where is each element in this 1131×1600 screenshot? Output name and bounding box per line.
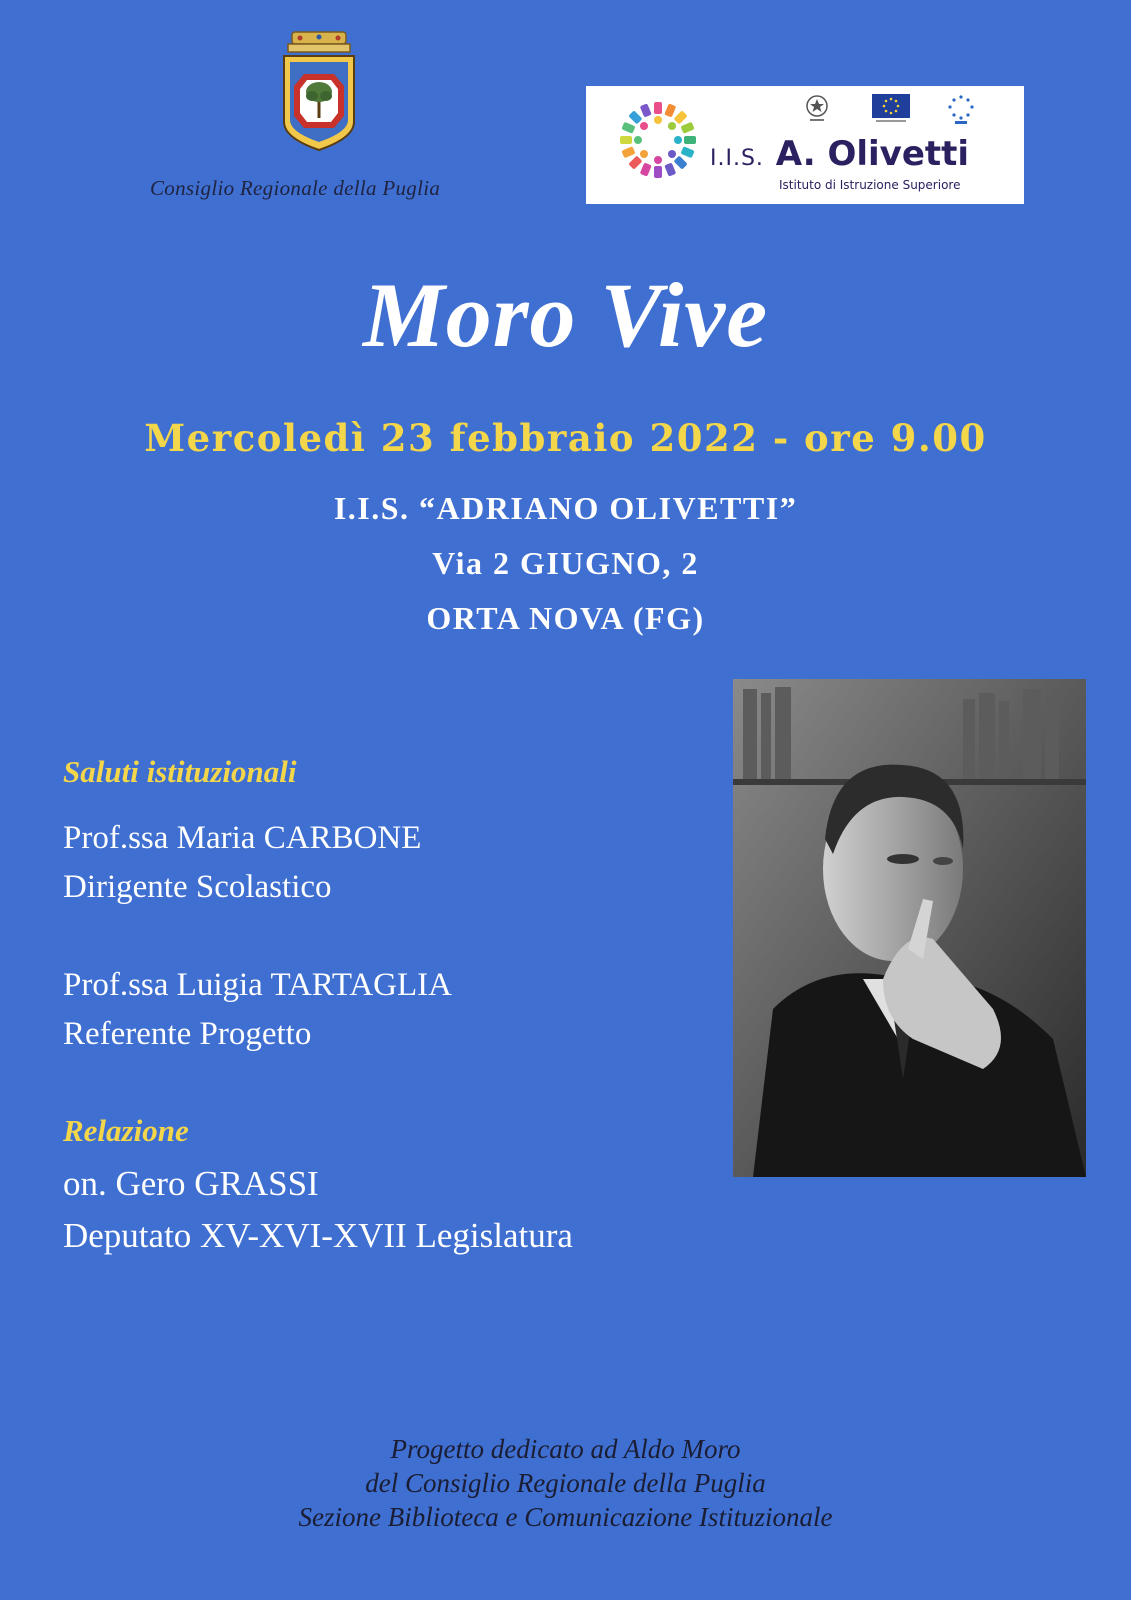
aldo-moro-portrait: [733, 679, 1086, 1177]
olivetti-burst-icon: [616, 98, 700, 182]
speaker2-role: Referente Progetto: [63, 1016, 312, 1052]
speaker2-name: Prof.ssa Luigia TARTAGLIA: [63, 967, 452, 1003]
venue-school: I.I.S. “ADRIANO OLIVETTI”: [333, 490, 798, 526]
school-logo-main: A. Olivetti: [775, 134, 970, 174]
venue-street: Via 2 GIUGNO, 2: [432, 545, 699, 581]
footer-line2: del Consiglio Regionale della Puglia: [365, 1468, 766, 1498]
speaker1-name: Prof.ssa Maria CARBONE: [63, 820, 422, 856]
school-logo: [586, 86, 1024, 204]
ecdl-emblem-icon: [946, 94, 976, 131]
italian-republic-emblem-icon: [804, 94, 830, 131]
footer-credits: [0, 1432, 1131, 1534]
greetings-heading: Saluti istituzionali: [63, 754, 297, 789]
school-logo-name: [710, 134, 969, 174]
regione-puglia-crest-icon: [278, 26, 360, 154]
council-name: Consiglio Regionale della Puglia: [150, 176, 441, 200]
footer-line1: Progetto dedicato ad Aldo Moro: [390, 1434, 741, 1464]
footer-line3: Sezione Biblioteca e Comunicazione Istituzionale: [298, 1502, 833, 1532]
speaker3-role: Deputato XV-XVI-XVII Legislatura: [63, 1216, 573, 1255]
school-logo-prefix: I.I.S.: [710, 146, 764, 171]
school-logo-subtitle: Istituto di Istruzione Superiore: [779, 178, 961, 192]
venue-city: ORTA NOVA (FG): [426, 600, 705, 636]
speaker3-name: on. Gero GRASSI: [63, 1164, 319, 1203]
event-date: Mercoledì 23 febbraio 2022 - ore 9.00: [144, 416, 987, 460]
speaker1-role: Dirigente Scolastico: [63, 869, 332, 905]
eu-flag-icon: [872, 94, 910, 129]
event-title: Moro Vive: [362, 264, 769, 366]
talk-heading: Relazione: [63, 1113, 189, 1148]
